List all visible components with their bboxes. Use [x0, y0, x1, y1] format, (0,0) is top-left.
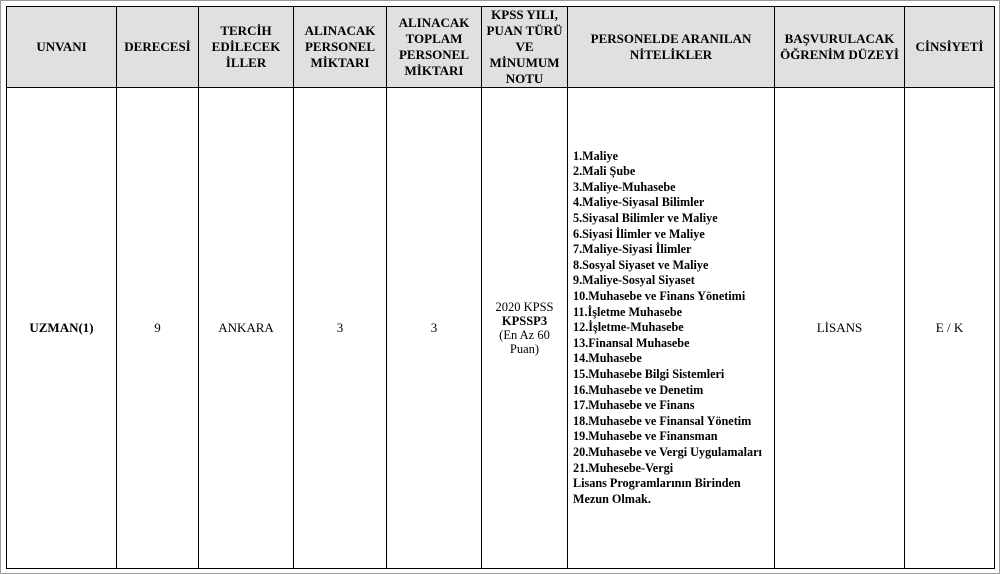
cell-unvani: UZMAN(1) — [7, 88, 117, 569]
qualification-item: 10.Muhasebe ve Finans Yönetimi — [573, 289, 746, 304]
cell-toplam: 3 — [387, 88, 482, 569]
qualification-item: 20.Muhasebe ve Vergi Uygulamaları — [573, 444, 762, 459]
cell-il: ANKARA — [199, 88, 294, 569]
qualification-item: 3.Maliye-Muhasebe — [573, 179, 676, 194]
recruitment-table — [6, 6, 995, 569]
cell-cinsiyet: E / K — [905, 88, 995, 569]
kpss-year: 2020 KPSS — [495, 300, 554, 314]
header-ogrenim-duzeyi: BAŞVURULACAK ÖĞRENİM DÜZEYİ — [775, 7, 905, 88]
table-row — [7, 88, 995, 569]
header-row — [7, 7, 995, 88]
cell-derecesi: 9 — [117, 88, 199, 569]
cell-kpss — [482, 88, 568, 569]
cell-ogrenim: LİSANS — [775, 88, 905, 569]
qualification-item: 14.Muhasebe — [573, 351, 642, 366]
qualification-item: 5.Siyasal Bilimler ve Maliye — [573, 211, 718, 226]
qualifications-list — [571, 149, 771, 476]
header-alinacak-personel: ALINACAK PERSONEL MİKTARI — [294, 7, 387, 88]
header-derecesi: DERECESİ — [117, 7, 199, 88]
qualification-item: 18.Muhasebe ve Finansal Yönetim — [573, 413, 752, 428]
qualifications-note: Lisans Programlarının Birinden Mezun Olmak. — [573, 476, 741, 506]
header-cinsiyet: CİNSİYETİ — [905, 7, 995, 88]
kpss-code: KPSSP3 — [501, 314, 548, 328]
qualification-item: 1.Maliye — [573, 148, 619, 163]
header-tercih-edilecek-iller: TERCİH EDİLECEK İLLER — [199, 7, 294, 88]
qualification-item: 7.Maliye-Siyasi İlimler — [573, 242, 692, 257]
header-nitelikler: PERSONELDE ARANILAN NİTELİKLER — [568, 7, 775, 88]
cell-nitelikler — [568, 88, 775, 569]
qualification-item: 6.Siyasi İlimler ve Maliye — [573, 226, 705, 241]
qualification-item: 11.İşletme Muhasebe — [573, 304, 683, 319]
kpss-min-score: (En Az 60 Puan) — [499, 328, 550, 356]
qualification-item: 16.Muhasebe ve Denetim — [573, 382, 704, 397]
qualification-item: 13.Finansal Muhasebe — [573, 335, 690, 350]
header-unvani: UNVANI — [7, 7, 117, 88]
qualification-item: 17.Muhasebe ve Finans — [573, 398, 695, 413]
qualification-item: 9.Maliye-Sosyal Siyaset — [573, 273, 695, 288]
cell-alinacak: 3 — [294, 88, 387, 569]
header-toplam-personel: ALINACAK TOPLAM PERSONEL MİKTARI — [387, 7, 482, 88]
qualification-item: 4.Maliye-Siyasal Bilimler — [573, 195, 705, 210]
qualification-item: 2.Mali Şube — [573, 164, 636, 179]
qualification-item: 12.İşletme-Muhasebe — [573, 320, 684, 335]
header-kpss: KPSS YILI, PUAN TÜRÜ VE MİNUMUM NOTU — [482, 7, 568, 88]
qualification-item: 21.Muhesebe-Vergi — [573, 460, 674, 475]
qualification-item: 8.Sosyal Siyaset ve Maliye — [573, 257, 709, 272]
qualification-item: 15.Muhasebe Bilgi Sistemleri — [573, 366, 725, 381]
qualification-item: 19.Muhasebe ve Finansman — [573, 429, 718, 444]
